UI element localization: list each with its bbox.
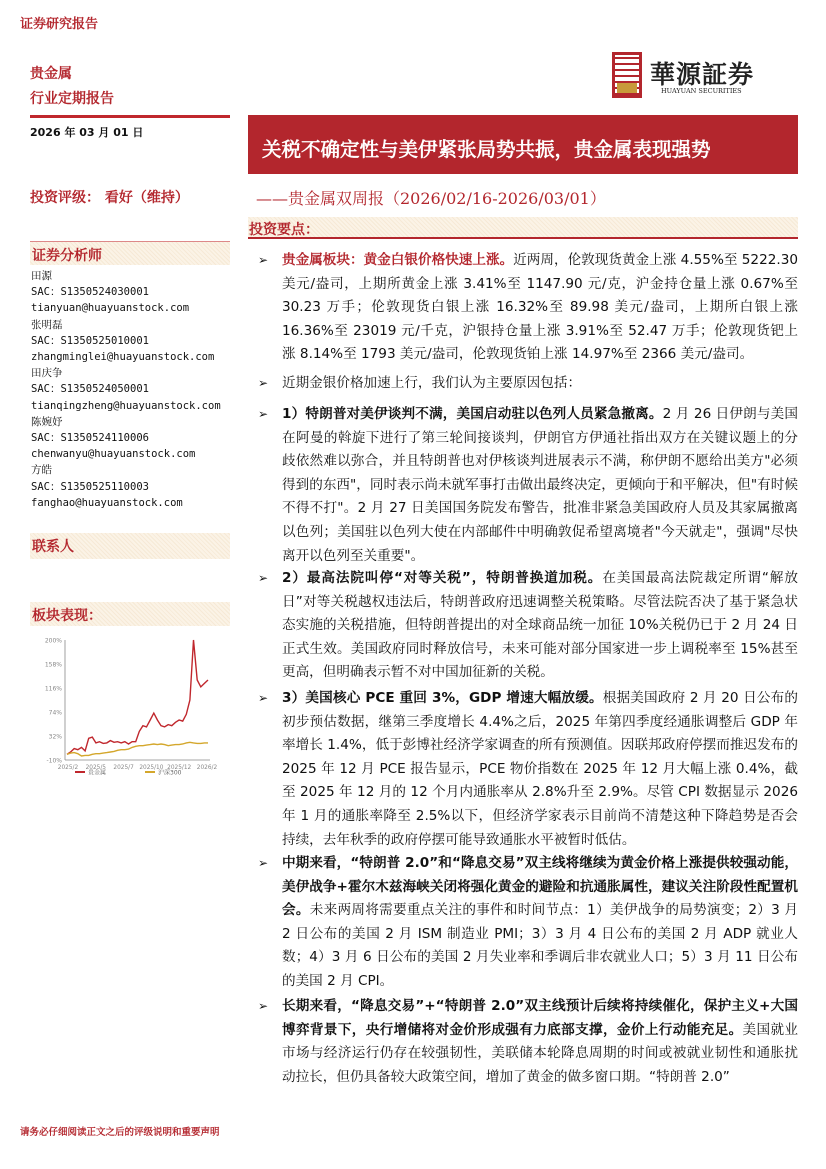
series-line-hs300 <box>67 742 208 756</box>
key-point <box>258 687 798 852</box>
key-point <box>258 852 798 994</box>
key-point-text: 未来两周将需要重点关注的事件和时间节点：1）美伊战争的局势演变；2）3 月 2 日公布的美国 2 月 ISM 制造业 PMI；3）3 月 4 日公布的美国 2 月 ADP 就业人数；4）3 月 6 日公布的美国 2 月失业率和季调后非农就业人口；5）3 月 11 日公布的美国 2 月 CPI。 <box>282 902 799 989</box>
y-tick-label: 116% <box>44 685 62 693</box>
analyst-name: 方皓 <box>31 464 52 477</box>
key-point <box>258 403 798 568</box>
key-point <box>258 372 798 396</box>
report-type: 证券研究报告 <box>20 17 99 32</box>
key-point-text: 在美国最高法院裁定所谓“解放日”对等关税越权违法后，特朗普政府迅速调整关税策略。尽管法院否决了基于紧急状态实施的关税措施，但特朗普提出的对全球商品统一加征 10%关税仍已于 2 月 24 日正式生效。美国政府同时释放信号，未来可能对部分国家进一步上调税率至 15%甚至更高，但明确表示暂不对中国加征新的关税。 <box>282 570 799 681</box>
analysts-title: 证券分析师 <box>32 248 102 264</box>
y-tick-label: 32% <box>48 733 62 741</box>
logo-text: 華源証券 <box>650 60 755 89</box>
legend-label: 贵金属 <box>88 769 107 777</box>
analyst-email[interactable]: chenwanyu@huayuanstock.com <box>31 448 196 461</box>
sector-label: 贵金属 <box>30 66 72 82</box>
bullet-arrow-icon: ➢ <box>258 253 269 267</box>
rating: 投资评级： 看好（维持） <box>30 190 189 206</box>
key-point <box>258 567 798 685</box>
analyst-sac: SAC：S1350525110003 <box>31 480 149 493</box>
performance-header <box>30 602 230 626</box>
y-tick-label: 200% <box>44 637 62 645</box>
key-point-text: 近期金银价格加速上行，我们认为主要原因包括： <box>282 375 582 391</box>
key-point <box>258 249 798 367</box>
analyst-sac: SAC：S1350524050001 <box>31 383 149 396</box>
y-tick-label: 74% <box>48 709 62 717</box>
logo-subtext: HUAYUAN SECURITIES <box>661 87 742 95</box>
key-point-text: 2 月 26 日伊朗与美国在阿曼的斡旋下进行了第三轮间接谈判，伊朗官方伊通社指出双方在关键议题上的分歧依然难以弥合，并且特朗普也对伊核谈判进展表示不满，称伊朗不愿给出美方"必须得到的东西"，同时表示尚未就军事打击做出最终决定，更倾向于和平解决，但"有时候不得不打"。2 月 27 日美国国务院发布警告，批准非紧急美国政府人员及其家属撤离以色列；美国驻以色列大使在内部邮件中明确敦促希望离境者"今天就走"，强调"尽快离开以色列至关重要"。 <box>282 406 798 564</box>
key-points-title: 投资要点： <box>249 222 319 238</box>
key-point-text: 美国就业市场与经济运行仍存在较强韧性，美联储本轮降息周期的时间或被就业韧性和通胀扰动拉长，但仍具备较大政策空间，增加了黄金的做多窗口期。“特朗普 2.0” <box>282 1021 799 1085</box>
analyst-sac: SAC：S1350525010001 <box>31 334 149 347</box>
bullet-arrow-icon: ➢ <box>258 999 269 1013</box>
key-point-lead: 贵金属板块：黄金白银价格快速上涨。 <box>282 252 514 268</box>
y-tick-label: 158% <box>44 661 62 669</box>
analyst-sac: SAC：S1350524110006 <box>31 432 149 445</box>
report-subtitle: ——贵金属双周报（2026/02/16-2026/03/01） <box>256 189 606 208</box>
key-point-lead: 长期来看，“降息交易”+“特朗普 2.0”双主线预计后续将持续催化，保护主义+大国博弈背景下，央行增储将对金价形成强有力底部支撑，金价上行动能充足。 <box>282 998 798 1038</box>
footer-disclaimer: 请务必仔细阅读正文之后的评级说明和重要声明 <box>20 1127 220 1138</box>
analyst-email[interactable]: tianqingzheng@huayuanstock.com <box>31 399 221 412</box>
analyst-sac: SAC：S1350524030001 <box>31 286 149 299</box>
x-tick-label: 2025/10 <box>139 765 164 771</box>
y-tick-label: -10% <box>46 757 62 765</box>
key-points-header <box>248 217 798 239</box>
x-tick-label: 2025/7 <box>113 765 134 771</box>
key-point-lead: 3）美国核心 PCE 重回 3%，GDP 增速大幅放缓。 <box>282 690 603 706</box>
sector-performance-chart <box>30 630 230 780</box>
key-point-lead: 中期来看，“特朗普 2.0”和“降息交易”双主线将继续为黄金价格上涨提供较强动能，美伊战争+霍尔木兹海峡关闭将强化黄金的避险和抗通胀属性，建议关注阶段性配置机会。 <box>282 855 798 919</box>
bullet-arrow-icon: ➢ <box>258 856 269 870</box>
series-line-precious-metals <box>67 640 208 754</box>
analyst-email[interactable]: tianyuan@huayuanstock.com <box>31 302 190 315</box>
analyst-name: 田庆争 <box>31 367 63 380</box>
x-tick-label: 2025/2 <box>57 765 79 771</box>
analyst-email[interactable]: fanghao@huayuanstock.com <box>31 496 183 509</box>
bullet-arrow-icon: ➢ <box>258 376 269 390</box>
key-point-text: 根据美国政府 2 月 20 日公布的初步预估数据，继第三季度增长 4.4%之后，2025 年第四季度经通胀调整后 GDP 年率增长 1.4%，低于彭博社经济学家调查的所有预测值。因联邦政府停摆而推迟发布的 2025 年 12 月 PCE 报告显示，PCE 物价指数在 2025 年 12 月大幅上涨 0.4%，截至 2025 年 12 月的 12 个月内通胀率从 2.8%升至 2.9%。尽管 CPI 数据显示 2026 年 1 月的通胀率降至 2.5%以下，但经济学家表示目前尚不清楚这种下降趋势是否会持续，去年秋季的政府停摆可能导致通胀水平被暂时低估。 <box>282 690 798 848</box>
logo-mark-icon <box>612 52 642 98</box>
key-point-text: 近两周，伦敦现货黄金上涨 4.55%至 5222.30 美元/盎司，上期所黄金上涨 3.41%至 1147.90 元/克，沪金持仓量上涨 0.67%至 30.23 万手；伦敦现货白银上涨 16.32%至 89.98 美元/盎司，上期所白银上涨 16.36%至 23019 元/千克，沪银持仓量上涨 3.91%至 52.47 万手；伦敦现货钯上涨 8.14%至 1793 美元/盎司，伦敦现货铂上涨 14.97%至 2366 美元/盎司。 <box>282 252 798 363</box>
analysts-header <box>30 241 230 265</box>
legend-label: 沪深300 <box>158 769 182 777</box>
x-tick-label: 2026/2 <box>196 765 218 771</box>
key-point-lead: 2）最高法院叫停“对等关税”，特朗普换道加税。 <box>282 570 603 586</box>
key-point-lead: 1）特朗普对美伊谈判不满，美国启动驻以色列人员紧急撤离。 <box>282 406 663 422</box>
contact-title: 联系人 <box>32 539 74 555</box>
bullet-arrow-icon: ➢ <box>258 571 269 585</box>
divider <box>30 115 230 118</box>
analyst-name: 张明磊 <box>31 318 63 331</box>
analyst-list <box>31 268 231 511</box>
analyst-name: 陈婉妤 <box>31 415 63 428</box>
x-tick-label: 2025/12 <box>167 765 192 771</box>
performance-title: 板块表现： <box>32 608 102 624</box>
bullet-arrow-icon: ➢ <box>258 691 269 705</box>
report-kind: 行业定期报告 <box>30 91 114 107</box>
x-tick-label: 2025/5 <box>85 765 107 771</box>
contact-header <box>30 533 230 559</box>
analyst-name: 田源 <box>31 270 52 282</box>
report-date: 2026 年 03 月 01 日 <box>30 126 144 139</box>
bullet-arrow-icon: ➢ <box>258 407 269 421</box>
report-title: 关税不确定性与美伊紧张局势共振，贵金属表现强势 <box>248 115 798 174</box>
key-point <box>258 995 798 1089</box>
analyst-email[interactable]: zhangminglei@huayuanstock.com <box>31 351 215 364</box>
